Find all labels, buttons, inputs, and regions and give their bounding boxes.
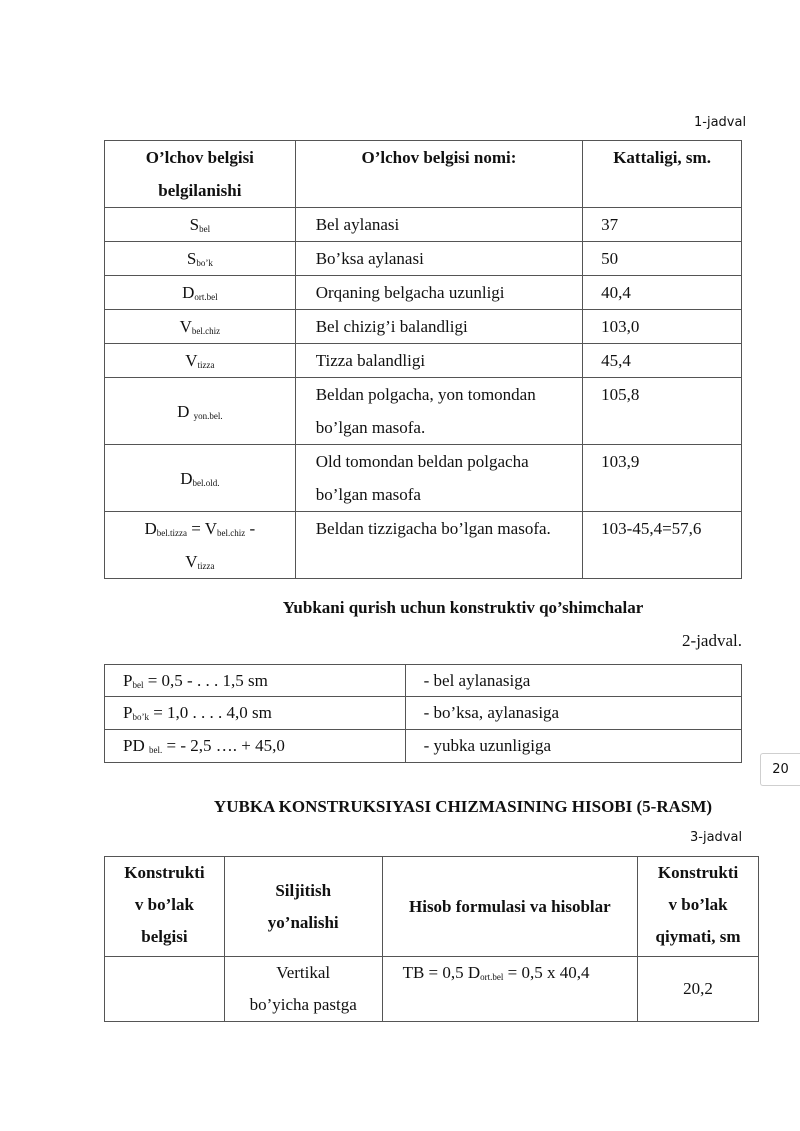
- header-piece-symbol: Konstrukti v bo’lak belgisi: [105, 857, 225, 957]
- header-value: Kattaligi, sm.: [583, 141, 742, 208]
- formula-cell: $P_{bo’k} = 1,0$ . . . . 4,0 sm: [105, 697, 406, 730]
- value-cell: 103,9: [583, 445, 742, 512]
- table-row: [105, 378, 742, 445]
- table-row: [105, 665, 742, 697]
- measurements-table: [104, 140, 742, 579]
- table-row: [105, 208, 742, 242]
- value-cell: 50: [583, 242, 742, 276]
- name-cell: Old tomondan beldan polgacha bo’lgan masofa: [295, 445, 582, 512]
- name-cell: Beldan tizzigacha bo’lgan masofa.: [295, 512, 582, 579]
- header-symbol: O’lchov belgisi belgilanishi: [105, 141, 296, 208]
- symbol-cell: $V_{bel.chiz}$: [105, 310, 296, 344]
- value-cell: 105,8: [583, 378, 742, 445]
- section-heading-calculation: YUBKA KONSTRUKSIYASI CHIZMASINING HISOBI (5-RASM): [213, 797, 713, 816]
- value-cell: 45,4: [583, 344, 742, 378]
- page-number-badge: 20: [760, 753, 800, 786]
- name-cell: Beldan polgacha, yon tomondan bo’lgan masofa.: [295, 378, 582, 445]
- table3-header-row: [105, 857, 759, 957]
- table-row: [105, 730, 742, 763]
- header-formula: Hisob formulasi va hisoblar: [382, 857, 638, 957]
- symbol-cell: $S_{bo’k}$: [105, 242, 296, 276]
- formula-cell: TB = 0,5 $D_{ort.bel} = 0,5$ x 40,4: [382, 957, 638, 1022]
- symbol-cell: $D_{bel.old.}$: [105, 445, 296, 512]
- symbol-cell: $S_{bel}$: [105, 208, 296, 242]
- header-piece-value: Konstrukti v bo’lak qiymati, sm: [638, 857, 759, 957]
- allowances-table: [104, 664, 742, 763]
- calculation-table: [104, 856, 759, 1022]
- formula-cell: $P_{bel} = 0,5$ - . . . 1,5 sm: [105, 665, 406, 697]
- name-cell: Tizza balandligi: [295, 344, 582, 378]
- section-heading-allowances: Yubkani qurish uchun konstruktiv qo’shimchalar: [282, 598, 644, 617]
- table-row: [105, 242, 742, 276]
- table-row: [105, 512, 742, 579]
- table-row: [105, 445, 742, 512]
- description-cell: - yubka uzunligiga: [405, 730, 741, 763]
- table1-caption: 1-jadval: [694, 115, 747, 130]
- table2-caption: 2-jadval.: [682, 631, 742, 650]
- description-cell: - bel aylanasiga: [405, 665, 741, 697]
- table-row: [105, 310, 742, 344]
- table1-header-row: [105, 141, 742, 208]
- name-cell: Bel aylanasi: [295, 208, 582, 242]
- header-name: O’lchov belgisi nomi:: [295, 141, 582, 208]
- value-cell: 103,0: [583, 310, 742, 344]
- table3-caption: 3-jadval: [690, 830, 743, 845]
- description-cell: - bo’ksa, aylanasiga: [405, 697, 741, 730]
- name-cell: Bel chizig’i balandligi: [295, 310, 582, 344]
- name-cell: Orqaning belgacha uzunligi: [295, 276, 582, 310]
- header-direction: Siljitish yo’nalishi: [224, 857, 382, 957]
- direction-cell: Vertikal bo’yicha pastga: [224, 957, 382, 1022]
- symbol-cell: D $_{yon.bel.}$: [105, 378, 296, 445]
- table-row: [105, 957, 759, 1022]
- value-cell: 37: [583, 208, 742, 242]
- value-cell: 20,2: [638, 957, 759, 1022]
- table-row: [105, 276, 742, 310]
- symbol-cell: $D_{bel.tizza} = V_{bel.chiz}$ - $V_{tizza}$: [105, 512, 296, 579]
- symbol-cell: $V_{tizza}$: [105, 344, 296, 378]
- name-cell: Bo’ksa aylanasi: [295, 242, 582, 276]
- table-row: [105, 344, 742, 378]
- symbol-cell: [105, 957, 225, 1022]
- value-cell: 103-45,4=57,6: [583, 512, 742, 579]
- table-row: [105, 697, 742, 730]
- symbol-cell: $D_{ort.bel}$: [105, 276, 296, 310]
- value-cell: 40,4: [583, 276, 742, 310]
- formula-cell: PD $_{bel.}$ = - 2,5 …. + 45,0: [105, 730, 406, 763]
